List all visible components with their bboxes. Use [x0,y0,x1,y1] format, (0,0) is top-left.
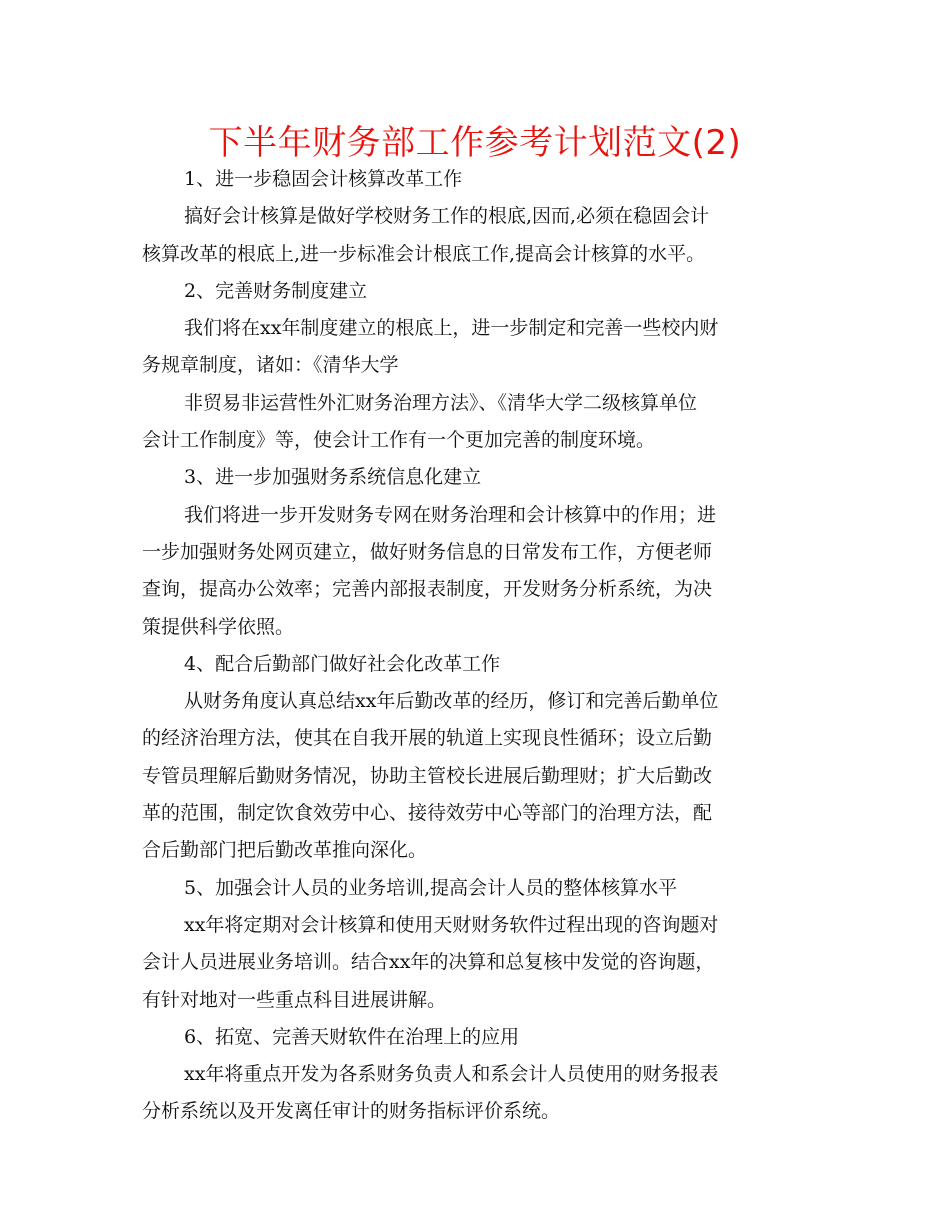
body-line: 有针对地对一些重点科目进展讲解。 [142,988,447,1011]
document-title: 下半年财务部工作参考计划范文(2) [208,123,742,163]
body-line: 专管员理解后勤财务情况，协助主管校长进展后勤理财；扩大后勤改 [142,764,713,787]
body-line: 我们将在xx年制度建立的根底上，进一步制定和完善一些校内财 [184,317,719,340]
document-body [142,161,812,1131]
body-line: 革的范围，制定饮食效劳中心、接待效劳中心等部门的治理方法，配 [142,802,713,825]
body-line: 1、进一步稳固会计核算改革工作 [184,168,463,190]
body-line: 会计工作制度》等，使会计工作有一个更加完善的制度环境。 [142,429,656,452]
body-line: 策提供科学依照。 [142,615,295,638]
body-line: 查询，提高办公效率；完善内部报表制度，开发财务分析系统，为决 [142,578,713,601]
body-line: 3、进一步加强财务系统信息化建立 [184,466,482,489]
body-line: 会计人员进展业务培训。结合xx年的决算和总复核中发觉的咨询题， [142,951,715,974]
body-line: 的经济治理方法，使其在自我开展的轨道上实现良性循环；设立后勤 [142,727,713,750]
body-line: 非贸易非运营性外汇财务治理方法》、《清华大学二级核算单位 [184,391,698,414]
body-line: 一步加强财务处网页建立，做好财务信息的日常发布工作，方便老师 [142,540,713,563]
body-line: 6、拓宽、完善天财软件在治理上的应用 [184,1025,520,1048]
body-line: xx年将重点开发为各系财务负责人和系会计人员使用的财务报表 [184,1063,719,1086]
body-line: 搞好会计核算是做好学校财务工作的根底,因而,必须在稳固会计 [184,205,710,228]
body-line: xx年将定期对会计核算和使用天财财务软件过程出现的咨询题对 [184,913,719,936]
body-line: 务规章制度，诸如：《清华大学 [142,354,399,377]
body-line: 合后勤部门把后勤改革推向深化。 [142,839,428,862]
body-line: 从财务角度认真总结xx年后勤改革的经历，修订和完善后勤单位 [184,690,719,713]
body-line: 2、完善财务制度建立 [184,279,368,302]
body-line: 我们将进一步开发财务专网在财务治理和会计核算中的作用；进 [184,503,717,526]
body-line: 5、加强会计人员的业务培训,提高会计人员的整体核算水平 [184,876,678,899]
body-line: 分析系统以及开发离任审计的财务指标评价系统。 [142,1100,561,1123]
body-line: 核算改革的根底上,进一步标准会计根底工作,提高会计核算的水平。 [142,242,706,265]
body-line: 4、配合后勤部门做好社会化改革工作 [184,652,501,675]
